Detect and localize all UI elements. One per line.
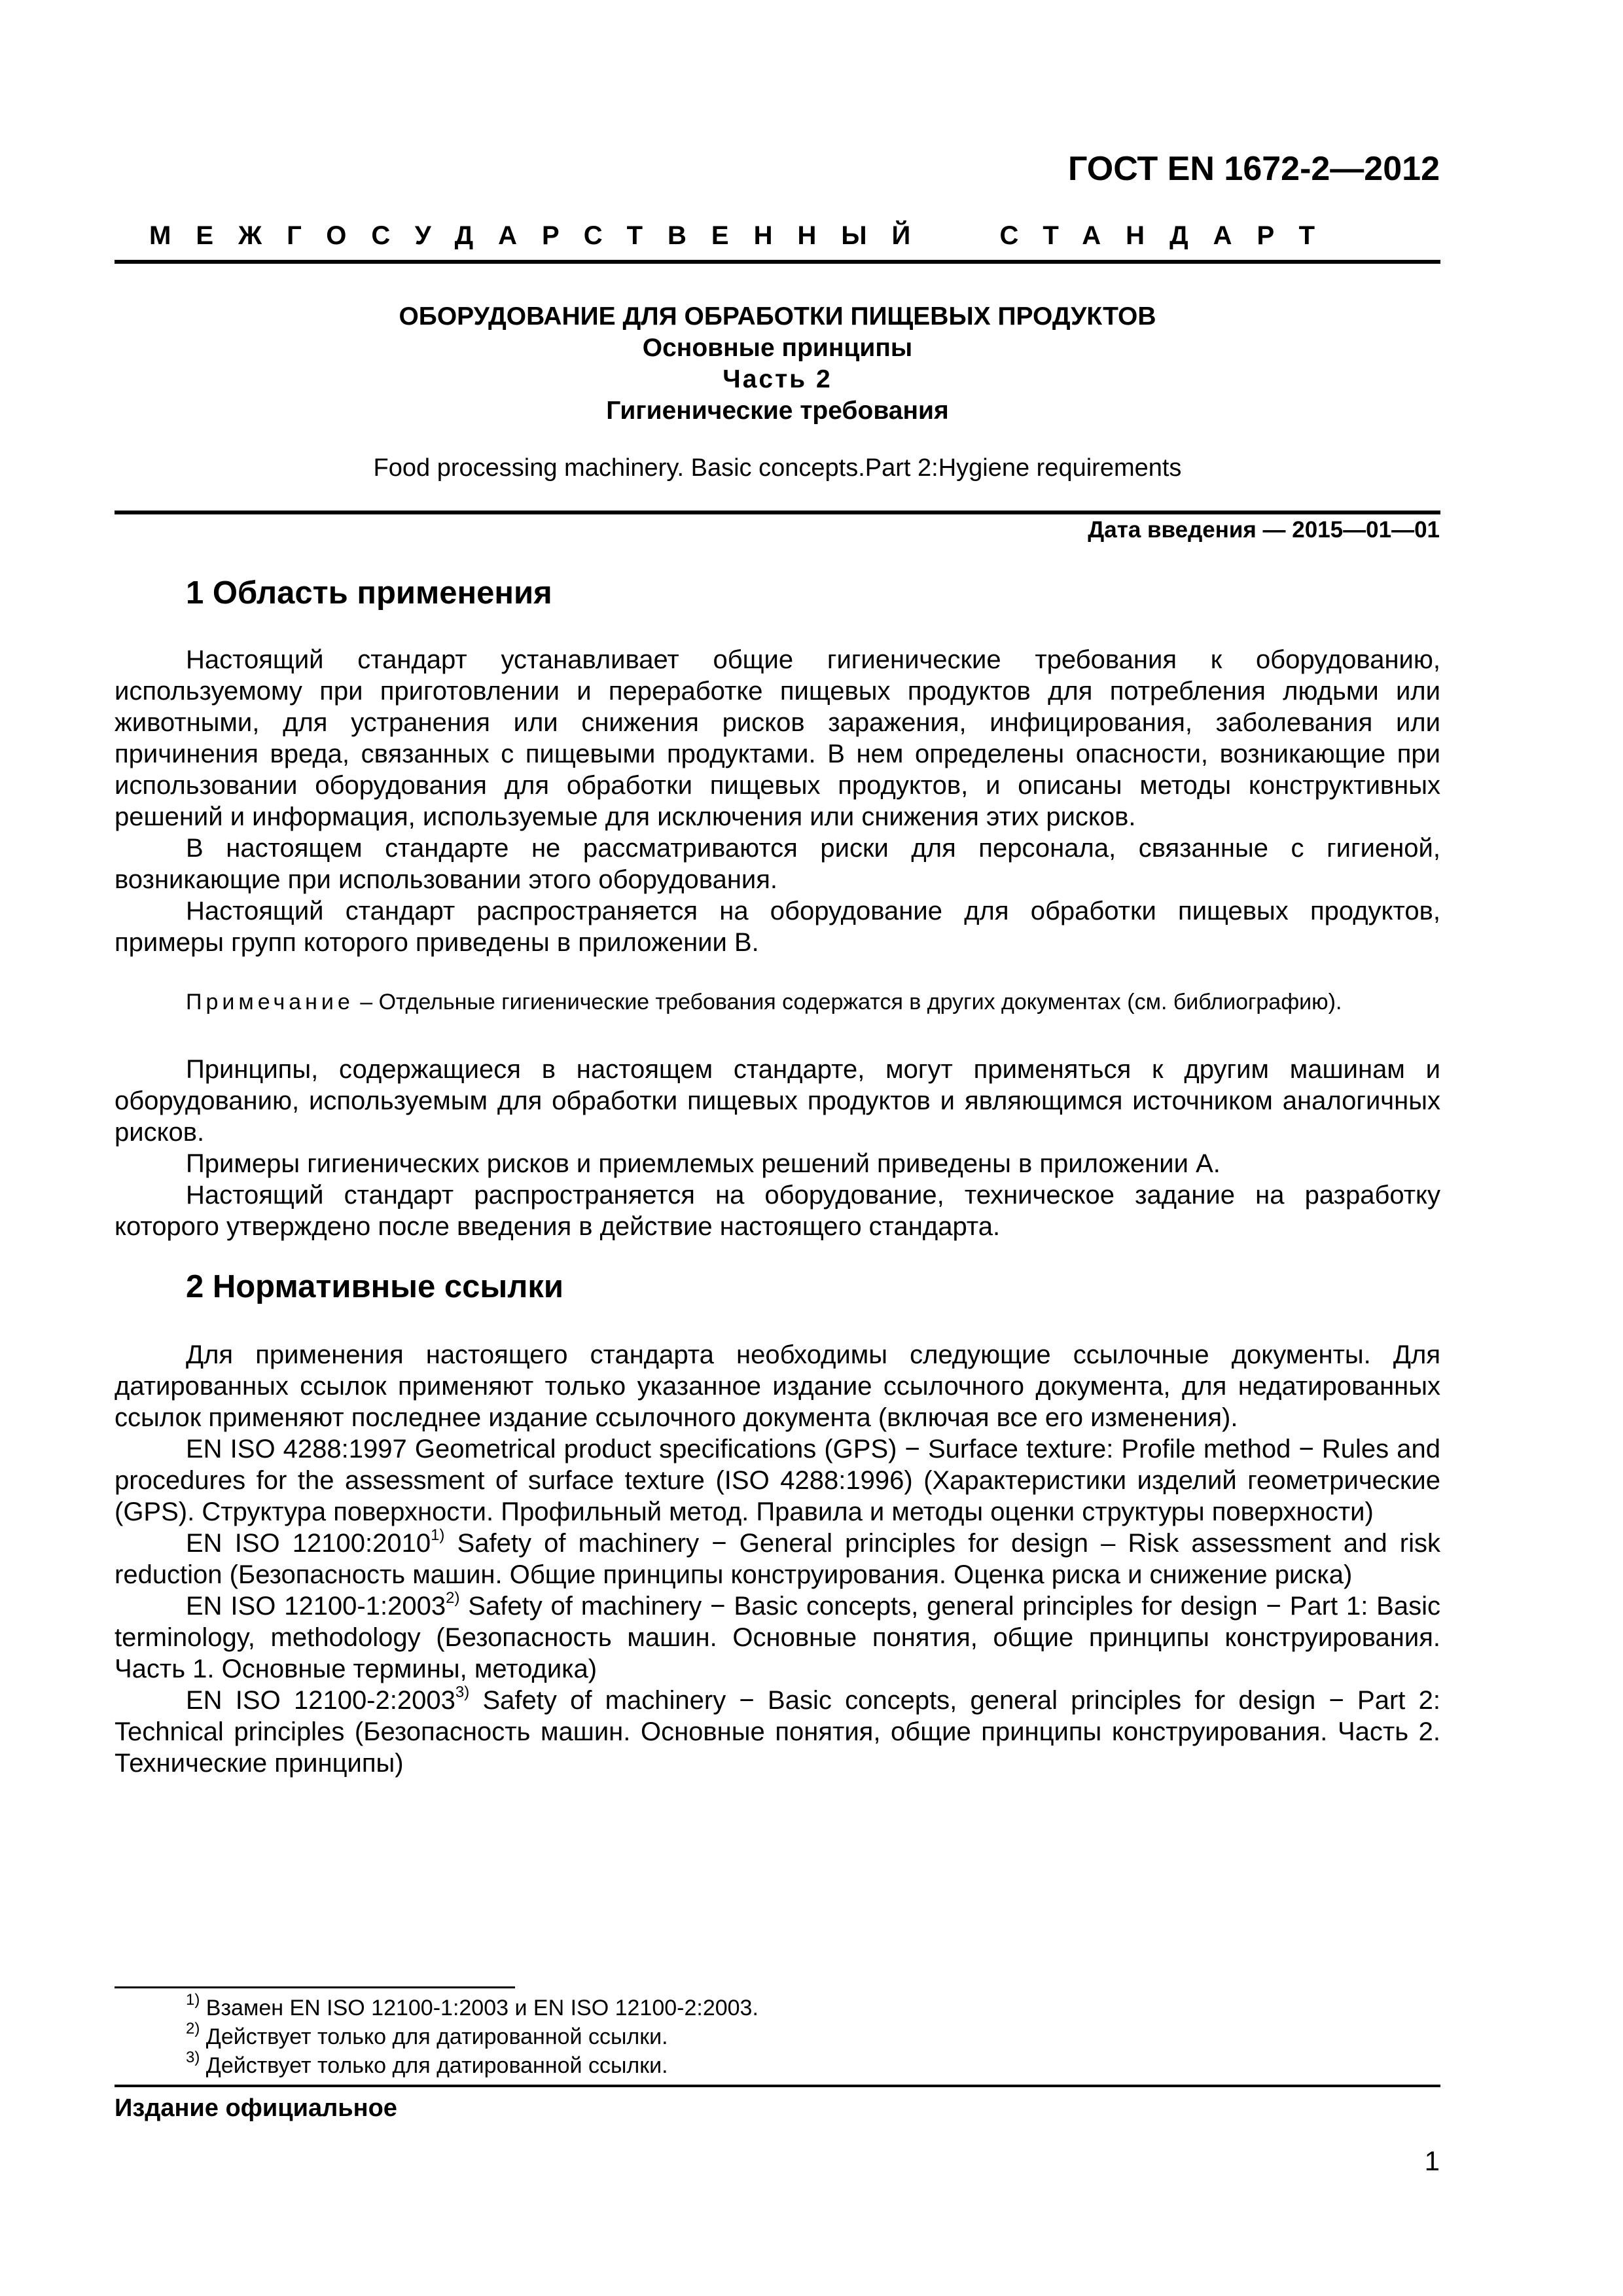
footnotes (186, 1990, 758, 2080)
interstate-standard-label: МЕЖГОСУДАРСТВЕННЫЙ СТАНДАРТ (149, 221, 1340, 250)
footnote-separator (115, 1986, 515, 1988)
note-text: – Отдельные гигиенические требования содержатся в других документах (см. библиографию). (353, 990, 1342, 1014)
note-label: Примечание (186, 990, 354, 1014)
reference-code: EN ISO 12100-1:2003 (186, 1592, 446, 1621)
header-rule (115, 260, 1440, 264)
footnote (186, 2019, 758, 2051)
note (115, 990, 1440, 1015)
reference-title: Safety of machinery − Basic concepts, general principles for design − Part 1: Basic terminology, methodology (Безопасность машин. Основные понятия, общие принципы конструирования. Часть 1. Основные термины, методика) (115, 1592, 1440, 1683)
section-2-heading: 2 Нормативные ссылки (186, 1269, 563, 1304)
official-edition-label: Издание официальное (115, 2094, 397, 2122)
reference-item (115, 1528, 1440, 1590)
reference-item (115, 1433, 1440, 1528)
section-1-body (115, 644, 1440, 958)
page-number: 1 (1424, 2145, 1440, 2176)
footnote-text: Действует только для датированной ссылки. (200, 2024, 668, 2049)
footnote-text: Взамен EN ISO 12100-1:2003 и EN ISO 12100-2:2003. (200, 1996, 758, 2020)
paragraph: Принципы, содержащиеся в настоящем стандарте, могут применяться к другим машинам и оборудованию, используемым для обработки пищевых продуктов и являющимся источником аналогичных рисков. (115, 1055, 1440, 1147)
paragraph: Настоящий стандарт устанавливает общие гигиенические требования к оборудованию, используемому при приготовлении и переработке пищевых продуктов для потребления людьми или животными, для устранения или снижения рисков заражения, инфицирования, заболевания или причинения вреда, связанных с пищевыми продуктами. В нем определены опасности, возникающие при использовании оборудования для обработки пищевых продуктов, и описаны методы конструктивных решений и информация, используемые для исключения или снижения этих рисков. (115, 645, 1440, 831)
reference-title: Geometrical product specifications (GPS) − Surface texture: Profile method − Rules and procedures for the assessment of surface texture (ISO 4288:1996) (Характеристики изделий геометрические (GPS). Структура поверхности. Профильный метод. Правила и методы оценки структуры поверхности) (115, 1435, 1441, 1526)
footnote-mark: 2) (186, 2019, 200, 2037)
footnote (186, 2048, 758, 2080)
reference-code: EN ISO 12100-2:2003 (186, 1686, 455, 1715)
footer-rule (115, 2085, 1440, 2087)
title-line-3: Часть 2 (722, 365, 832, 393)
footnote-text: Действует только для датированной ссылки. (200, 2053, 668, 2078)
reference-code: EN ISO 12100:2010 (186, 1529, 431, 1558)
title-line-4: Гигиенические требования (606, 397, 949, 425)
introduction-date: Дата введения — 2015—01—01 (1088, 517, 1440, 543)
reference-code: EN ISO 4288:1997 (186, 1435, 407, 1463)
title-line-1: ОБОРУДОВАНИЕ ДЛЯ ОБРАБОТКИ ПИЩЕВЫХ ПРОДУКТОВ (399, 302, 1156, 331)
english-title: Food processing machinery. Basic concepts.Part 2:Hygiene requirements (373, 454, 1182, 482)
paragraph: В настоящем стандарте не рассматриваются риски для персонала, связанные с гигиеной, возникающие при использовании этого оборудования. (115, 834, 1440, 894)
section-1-body-continued (115, 1054, 1440, 1242)
footnote-mark: 3) (186, 2048, 200, 2066)
footnote-ref: 3) (455, 1683, 470, 1701)
reference-title: Safety of machinery − General principles for design – Risk assessment and risk reduction (Безопасность машин. Общие принципы конструирования. Оценка риска и снижение риска) (115, 1529, 1440, 1589)
paragraph: Примеры гигиенических рисков и приемлемых решений приведены в приложении А. (186, 1149, 1221, 1178)
footnote-ref: 2) (446, 1588, 460, 1607)
section-2-body (115, 1339, 1440, 1779)
reference-item (115, 1685, 1440, 1779)
reference-title: Safety of machinery − Basic concepts, general principles for design − Part 2: Technical principles (Безопасность машин. Основные понятия, общие принципы конструирования. Часть 2. Технические принципы) (115, 1686, 1441, 1778)
paragraph: Настоящий стандарт распространяется на оборудование для обработки пищевых продуктов, примеры групп которого приведены в приложении В. (115, 897, 1440, 957)
title-rule (115, 511, 1440, 514)
footnote-ref: 1) (431, 1526, 445, 1544)
footnote (186, 1990, 758, 2022)
footnote-mark: 1) (186, 1990, 200, 2009)
title-line-2: Основные принципы (642, 334, 913, 362)
reference-item (115, 1590, 1440, 1685)
gost-number: ГОСТ EN 1672-2—2012 (1068, 150, 1440, 188)
section-1-heading: 1 Область применения (186, 575, 552, 611)
paragraph: Настоящий стандарт распространяется на оборудование, техническое задание на разработку которого утверждено после введения в действие настоящего стандарта. (115, 1181, 1440, 1241)
paragraph: Для применения настоящего стандарта необходимы следующие ссылочные документы. Для датированных ссылок применяют только указанное издание ссылочного документа, для недатированных ссылок применяют последнее издание ссылочного документа (включая все его изменения). (115, 1340, 1440, 1432)
